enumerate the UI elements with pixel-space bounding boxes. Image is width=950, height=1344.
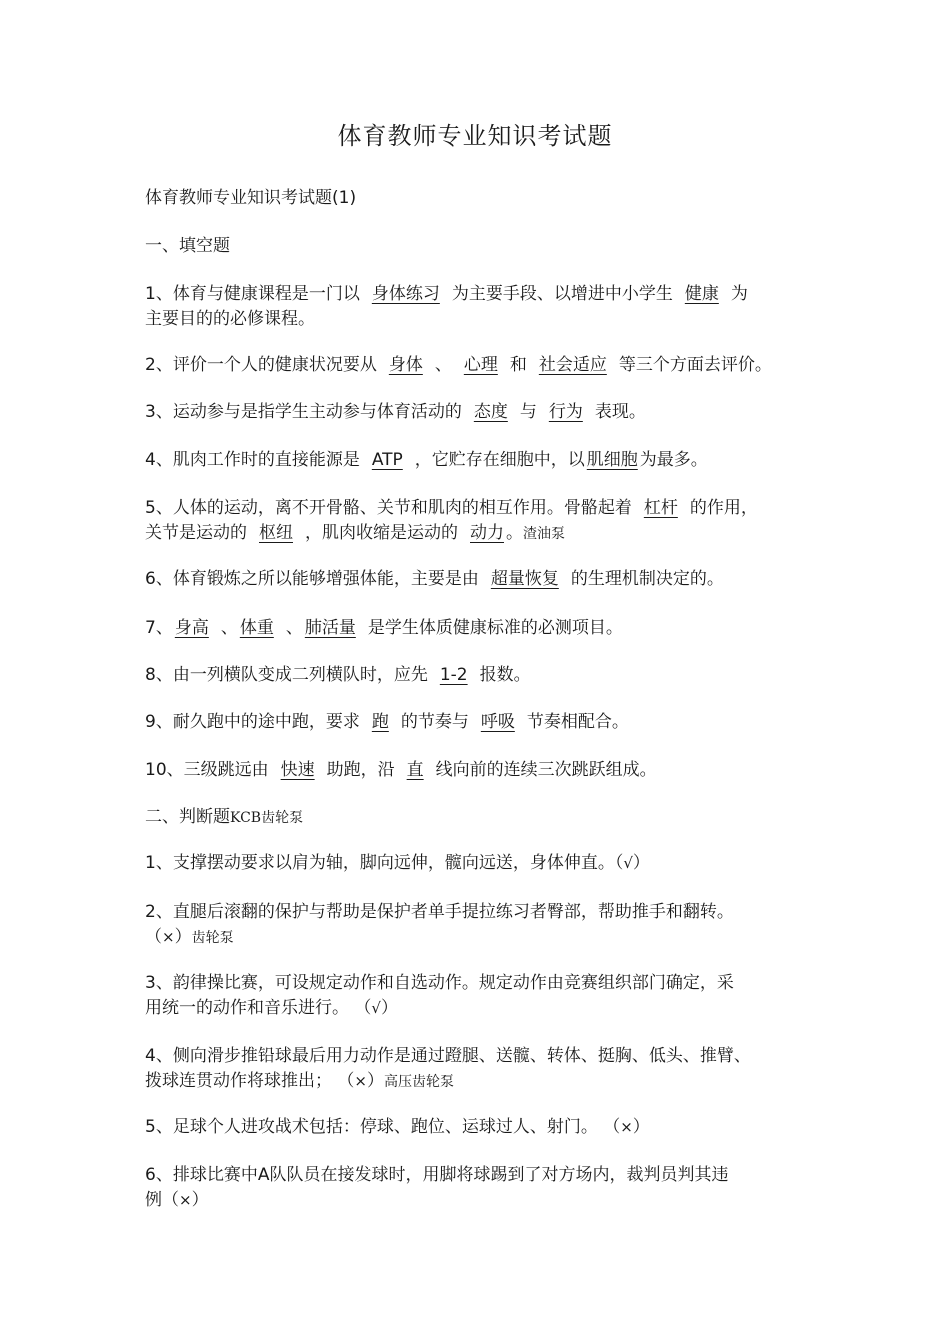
fill-question-3 bbox=[145, 400, 815, 424]
q7-answer-3: 肺活量 bbox=[304, 618, 356, 638]
j6-text-b: 例（ bbox=[145, 1190, 179, 1210]
q6-text-c: 的生理机制决定的。 bbox=[570, 569, 724, 589]
section-heading-fill bbox=[145, 234, 815, 258]
judge-question-3 bbox=[145, 971, 815, 995]
q5-answer-1: 杠杆 bbox=[643, 498, 678, 518]
j2-text: 2、直腿后滚翻的保护与帮助是保护者单手提拉练习者臀部，帮助推手和翻转。 bbox=[145, 902, 734, 922]
q8-text-c: 报数。 bbox=[479, 665, 531, 685]
q9-text-d: 节奏相配合。 bbox=[526, 712, 629, 732]
q2-text-d: 和 bbox=[509, 355, 527, 375]
q8-answer-1: 1-2 bbox=[439, 665, 468, 685]
q1-answer-1: 身体练习 bbox=[371, 284, 440, 304]
j3-mark: √ bbox=[371, 999, 381, 1017]
q8-text-a: 8、由一列横队变成二列横队时，应先 bbox=[145, 665, 428, 685]
q9-text-a: 9、耐久跑中的途中跑，要求 bbox=[145, 712, 360, 732]
j1-mark: √ bbox=[623, 854, 633, 872]
q2-text-e: 等三个方面去评价。 bbox=[618, 355, 772, 375]
j6-close: ） bbox=[191, 1190, 209, 1210]
q6-text-a: 6、体育锻炼之所以能够增强体能，主要是由 bbox=[145, 569, 479, 589]
q7-text-a: 7、 bbox=[145, 618, 173, 638]
judge-question-4-cont bbox=[145, 1069, 815, 1094]
q9-answer-2: 呼吸 bbox=[480, 712, 515, 732]
judge-question-2-cont bbox=[145, 925, 815, 950]
fill-question-1-cont bbox=[145, 307, 815, 331]
fill-question-9 bbox=[145, 710, 815, 734]
fill-question-7 bbox=[145, 616, 815, 640]
q10-answer-2: 直 bbox=[406, 760, 424, 780]
j4-note: 高压齿轮泵 bbox=[383, 1074, 454, 1090]
q1-text-c: 为主要手段、以增进中小学生 bbox=[451, 284, 673, 304]
q5-text-f: 。 bbox=[506, 523, 523, 543]
fill-question-5 bbox=[145, 496, 815, 520]
j6-mark: × bbox=[179, 1191, 192, 1209]
q4-text-d: 为最多。 bbox=[639, 450, 708, 470]
q5-answer-2: 枢纽 bbox=[259, 523, 293, 543]
q2-text-a: 2、评价一个人的健康状况要从 bbox=[145, 355, 377, 375]
q7-answer-1: 身高 bbox=[174, 618, 209, 638]
j4-mark: × bbox=[354, 1072, 367, 1090]
q7-text-e: 是学生体质健康标准的必测项目。 bbox=[367, 618, 623, 638]
j3-text-b: 用统一的动作和音乐进行。 （ bbox=[145, 998, 372, 1018]
q10-text-c: 助跑，沿 bbox=[326, 760, 395, 780]
section-fill-label: 一、填空题 bbox=[145, 236, 230, 256]
section-judge-note: KCB齿轮泵 bbox=[230, 810, 304, 826]
j1-close: ） bbox=[632, 853, 650, 873]
q3-text-d: 表现。 bbox=[594, 402, 646, 422]
q2-answer-2: 心理 bbox=[463, 355, 498, 375]
q1-text-a: 1、体育与健康课程是一门以 bbox=[145, 284, 360, 304]
q3-text-c: 与 bbox=[519, 402, 537, 422]
judge-question-6-cont bbox=[145, 1188, 815, 1212]
j2-open: （ bbox=[145, 927, 162, 947]
j4-text-b: 拨球连贯动作将球推出； （ bbox=[145, 1071, 355, 1091]
j4-text: 4、侧向滑步推铅球最后用力动作是通过蹬腿、送髋、转体、挺胸、低头、推臂、 bbox=[145, 1046, 751, 1066]
q7-text-c: 、 bbox=[220, 618, 238, 638]
fill-question-2 bbox=[145, 353, 815, 377]
q2-text-c: 、 bbox=[434, 355, 452, 375]
judge-question-1 bbox=[145, 851, 815, 875]
j4-close: ） bbox=[366, 1071, 384, 1091]
j2-close: ） bbox=[174, 927, 192, 947]
q4-answer-1: ATP bbox=[371, 450, 403, 470]
q10-text-d: 线向前的连续三次跳跃组成。 bbox=[435, 760, 657, 780]
fill-question-6 bbox=[145, 567, 815, 591]
q6-answer-1: 超量恢复 bbox=[490, 569, 559, 589]
j2-note: 齿轮泵 bbox=[191, 930, 234, 946]
q1-answer-2: 健康 bbox=[684, 284, 719, 304]
j5-text: 5、足球个人进攻战术包括：停球、跑位、运球过人、射门。 （ bbox=[145, 1117, 621, 1137]
fill-question-8 bbox=[145, 663, 815, 687]
section-judge-label: 二、判断题 bbox=[145, 807, 230, 827]
fill-question-4 bbox=[145, 448, 815, 472]
q2-answer-1: 身体 bbox=[388, 355, 423, 375]
judge-question-6 bbox=[145, 1163, 815, 1187]
q5-text-c: 的作用， bbox=[689, 498, 758, 518]
q4-answer-2: 肌细胞 bbox=[586, 450, 638, 470]
q7-text-d: 、 bbox=[285, 618, 303, 638]
judge-question-5 bbox=[145, 1115, 815, 1139]
q10-answer-1: 快速 bbox=[280, 760, 315, 780]
j5-close: ） bbox=[632, 1117, 650, 1137]
q10-text-a: 10、三级跳远由 bbox=[145, 760, 269, 780]
section-heading-judge bbox=[145, 805, 815, 830]
q2-answer-3: 社会适应 bbox=[538, 355, 607, 375]
q3-answer-2: 行为 bbox=[548, 402, 583, 422]
j2-mark: × bbox=[162, 928, 175, 946]
page-title: 体育教师专业知识考试题 bbox=[337, 122, 613, 150]
judge-question-2 bbox=[145, 900, 815, 924]
q4-text-c: ，它贮存在细胞中，以 bbox=[414, 450, 585, 470]
j1-text: 1、支撑摆动要求以肩为轴，脚向远伸，髋向远送，身体伸直。（ bbox=[145, 853, 624, 873]
judge-question-3-cont bbox=[145, 996, 815, 1020]
fill-question-5-cont bbox=[145, 521, 815, 546]
j5-mark: × bbox=[620, 1118, 633, 1136]
q9-text-c: 的节奏与 bbox=[400, 712, 469, 732]
q5-text-e: ，肌肉收缩是运动的 bbox=[305, 523, 458, 543]
q7-answer-2: 体重 bbox=[239, 618, 274, 638]
q5-answer-3: 动力 bbox=[470, 523, 504, 543]
q3-answer-1: 态度 bbox=[473, 402, 508, 422]
q1-text-d: 为 bbox=[730, 284, 748, 304]
subtitle bbox=[145, 186, 815, 210]
fill-question-10 bbox=[145, 758, 815, 782]
q1-text-e: 主要目的的必修课程。 bbox=[145, 309, 315, 329]
subtitle-text: 体育教师专业知识考试题(1) bbox=[145, 188, 357, 208]
q5-note: 渣油泵 bbox=[523, 526, 565, 542]
q5-text-a: 5、人体的运动，离不开骨骼、关节和肌肉的相互作用。骨骼起着 bbox=[145, 498, 632, 518]
q3-text-a: 3、运动参与是指学生主动参与体育活动的 bbox=[145, 402, 462, 422]
j3-close: ） bbox=[380, 998, 398, 1018]
q9-answer-1: 跑 bbox=[371, 712, 389, 732]
judge-question-4 bbox=[145, 1044, 815, 1068]
q5-text-d: 关节是运动的 bbox=[145, 523, 247, 543]
q4-text-a: 4、肌肉工作时的直接能源是 bbox=[145, 450, 360, 470]
fill-question-1 bbox=[145, 282, 815, 306]
j3-text: 3、韵律操比赛，可设规定动作和自选动作。规定动作由竞赛组织部门确定，采 bbox=[145, 973, 734, 993]
j6-text: 6、排球比赛中A队队员在接发球时，用脚将球踢到了对方场内，裁判员判其违 bbox=[145, 1165, 729, 1185]
